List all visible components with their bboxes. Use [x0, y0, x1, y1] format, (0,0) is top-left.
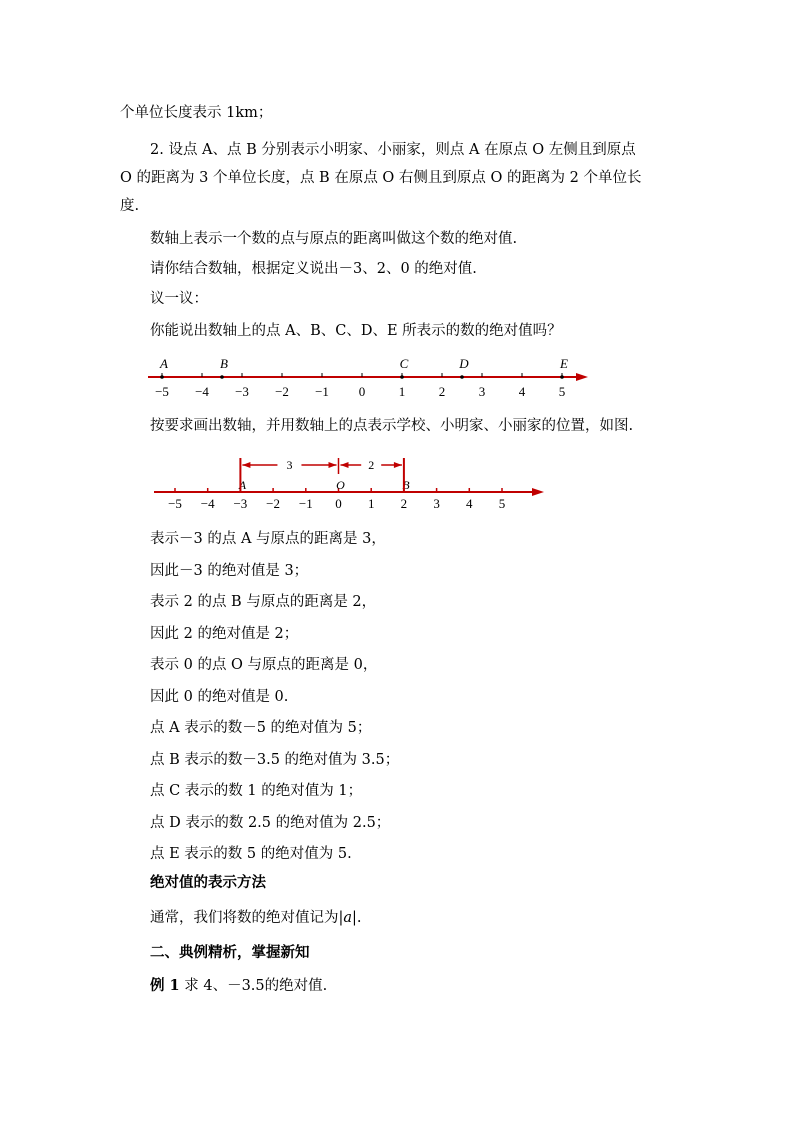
- point-label: O: [336, 478, 345, 492]
- point-label: A: [160, 356, 168, 371]
- arrowhead: [329, 462, 337, 468]
- point-dot: [560, 375, 564, 379]
- example-label: 例 1: [150, 977, 180, 994]
- tick-label: −3: [233, 496, 248, 511]
- point-dot: [220, 375, 224, 379]
- notation-text: 通常，我们将数的绝对值记为: [150, 910, 339, 926]
- tick-label: 5: [498, 496, 506, 511]
- answer-line: 点 A 表示的数－5 的绝对值为 5；: [150, 720, 372, 736]
- prompt-text: 请你结合数轴，根据定义说出－3、2、0 的绝对值.: [150, 261, 477, 277]
- intro-line-1: 个单位长度表示 1km；: [120, 105, 273, 121]
- tick-label: −5: [168, 496, 182, 511]
- tick-label: −4: [200, 496, 215, 511]
- answer-line: 点 D 表示的数 2.5 的绝对值为 2.5；: [150, 814, 391, 831]
- tick-label: −1: [315, 384, 329, 399]
- item2-line-2: O 的距离为 3 个单位长度，点 B 在原点 O 右侧且到原点 O 的距离为 2 个单位长: [120, 170, 642, 186]
- item2-line-3: 度.: [120, 198, 140, 214]
- answer-line: 表示－3 的点 A 与原点的距离是 3，: [150, 531, 386, 547]
- answer-line: 因此 0 的绝对值是 0.: [150, 688, 289, 705]
- answer-line: 点 E 表示的数 5 的绝对值为 5.: [150, 846, 352, 862]
- arrowhead: [341, 462, 349, 468]
- notation-symbol: |a|: [338, 910, 357, 926]
- distance-label-left: 3: [286, 458, 293, 472]
- tick-label: 1: [367, 496, 375, 511]
- tick-label: −3: [235, 384, 249, 399]
- example-1-line: [150, 976, 327, 996]
- tick-label: 5: [558, 384, 566, 399]
- tick-label: 2: [438, 384, 446, 399]
- tick-label: −2: [266, 496, 281, 511]
- point-dot: [460, 375, 464, 379]
- draw-instruction-text: 按要求画出数轴，并用数轴上的点表示学校、小明家、小丽家的位置，如图.: [150, 418, 634, 434]
- tick-label: 2: [400, 496, 408, 511]
- answer-line: 点 C 表示的数 1 的绝对值为 1；: [150, 783, 363, 799]
- arrowhead: [394, 462, 402, 468]
- axis-arrow: [576, 373, 588, 381]
- tick-label: −5: [155, 384, 169, 399]
- tick-label: −1: [298, 496, 313, 511]
- tick-label: 4: [466, 496, 473, 511]
- tick-label: 0: [358, 384, 366, 399]
- axis-arrow: [532, 488, 544, 496]
- point-dot: [160, 375, 164, 379]
- tick-label: 1: [398, 384, 406, 399]
- distance-label-right: 2: [368, 458, 375, 472]
- notation-line: [150, 908, 362, 928]
- example-text: 求 4、－3.5的绝对值.: [184, 978, 328, 994]
- tick-label: 3: [433, 496, 440, 511]
- definition-text: 数轴上表示一个数的点与原点的距离叫做这个数的绝对值.: [150, 231, 518, 247]
- answer-line: 因此 2 的绝对值是 2；: [150, 625, 299, 642]
- notation-end: .: [356, 910, 362, 926]
- question-text: 你能说出数轴上的点 A、B、C、D、E 所表示的数的绝对值吗？: [150, 323, 562, 339]
- discuss-label: 议一议：: [150, 291, 208, 307]
- point-label: A: [238, 478, 247, 492]
- tick-label: 4: [518, 384, 526, 399]
- point-label: E: [560, 356, 568, 371]
- answer-line: 因此－3 的绝对值是 3；: [150, 562, 309, 579]
- point-label: B: [220, 356, 228, 371]
- tick-label: 3: [478, 384, 486, 399]
- arrowhead: [242, 462, 250, 468]
- answer-line: 点 B 表示的数－3.5 的绝对值为 3.5；: [150, 751, 400, 768]
- section2-heading: 二、典例精析，掌握新知: [150, 944, 310, 961]
- point-dot: [400, 375, 404, 379]
- answer-line: 表示 2 的点 B 与原点的距离是 2，: [150, 594, 377, 610]
- tick-label: −4: [195, 384, 209, 399]
- notation-heading: 绝对值的表示方法: [150, 874, 266, 891]
- answer-line: 表示 0 的点 O 与原点的距离是 0，: [150, 657, 378, 673]
- number-line-2: [140, 452, 560, 514]
- tick-label: 0: [335, 496, 342, 511]
- tick-label: −2: [275, 384, 289, 399]
- item2-line-1: 2. 设点 A、点 B 分别表示小明家、小丽家，则点 A 在原点 O 左侧且到原点: [150, 142, 636, 158]
- point-label: D: [459, 356, 469, 371]
- point-label: B: [402, 478, 410, 492]
- number-line-1: [140, 352, 600, 402]
- point-label: C: [399, 356, 409, 371]
